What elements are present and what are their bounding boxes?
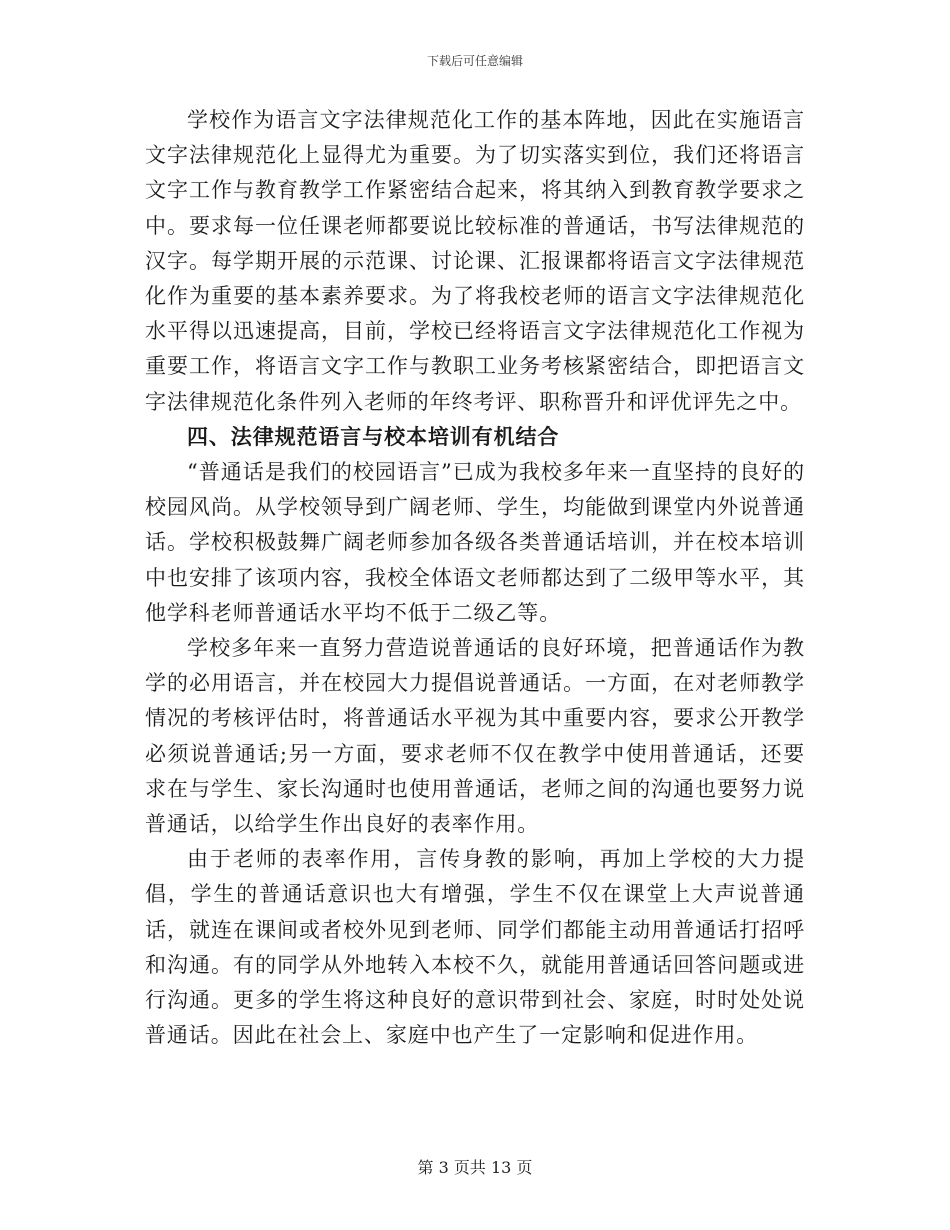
- paragraph-campus-language: “普通话是我们的校园语言”已成为我校多年来一直坚持的良好的校园风尚。从学校领导到广阔老师、学生，均能做到课堂内外说普通话。学校积极鼓舞广阔老师参加各级各类普通话培训，并在校本培训中也安排了该项内容，我校全体语文老师都达到了二级甲等水平，其他学科老师普通话水平均不低于二级乙等。: [145, 460, 805, 625]
- paragraph-language-standardization: 学校作为语言文字法律规范化工作的基本阵地，因此在实施语言文字法律规范化上显得尤为重要。为了切实落实到位，我们还将语言文字工作与教育教学工作紧密结合起来，将其纳入到教育教学要求之中。要求每一位任课老师都要说比较标准的普通话，书写法律规范的汉字。每学期开展的示范课、讨论课、汇报课都将语言文字法律规范化作为重要的基本素养要求。为了将我校老师的语言文字法律规范化水平得以迅速提高，目前，学校已经将语言文字法律规范化工作视为重要工作，将语言文字工作与教职工业务考核紧密结合，即把语言文字法律规范化条件列入老师的年终考评、职称晋升和评优评先之中。: [145, 108, 805, 414]
- section-heading-4: 四、法律规范语言与校本培训有机结合: [187, 424, 560, 449]
- document-body: [145, 103, 805, 1053]
- page-header: 下载后可任意编辑: [426, 54, 523, 68]
- paragraph-student-awareness: 由于老师的表率作用，言传身教的影响，再加上学校的大力提倡，学生的普通话意识也大有增强，学生不仅在课堂上大声说普通话，就连在课间或者校外见到老师、同学们都能主动用普通话打招呼和沟通。有的同学从外地转入本校不久，就能用普通话回答问题或进行沟通。更多的学生将这种良好的意识带到社会、家庭，时时处处说普通话。因此在社会上、家庭中也产生了一定影响和促进作用。: [145, 847, 805, 1048]
- page-number: 第 3 页共 13 页: [417, 1158, 533, 1177]
- paragraph-teaching-environment: 学校多年来一直努力营造说普通话的良好环境，把普通话作为教学的必用语言，并在校园大力提倡说普通话。一方面，在对老师教学情况的考核评估时，将普通话水平视为其中重要内容，要求公开教学必须说普通话;另一方面，要求老师不仅在教学中使用普通话，还要求在与学生、家长沟通时也使用普通话，老师之间的沟通也要努力说普通话，以给学生作出良好的表率作用。: [145, 636, 805, 837]
